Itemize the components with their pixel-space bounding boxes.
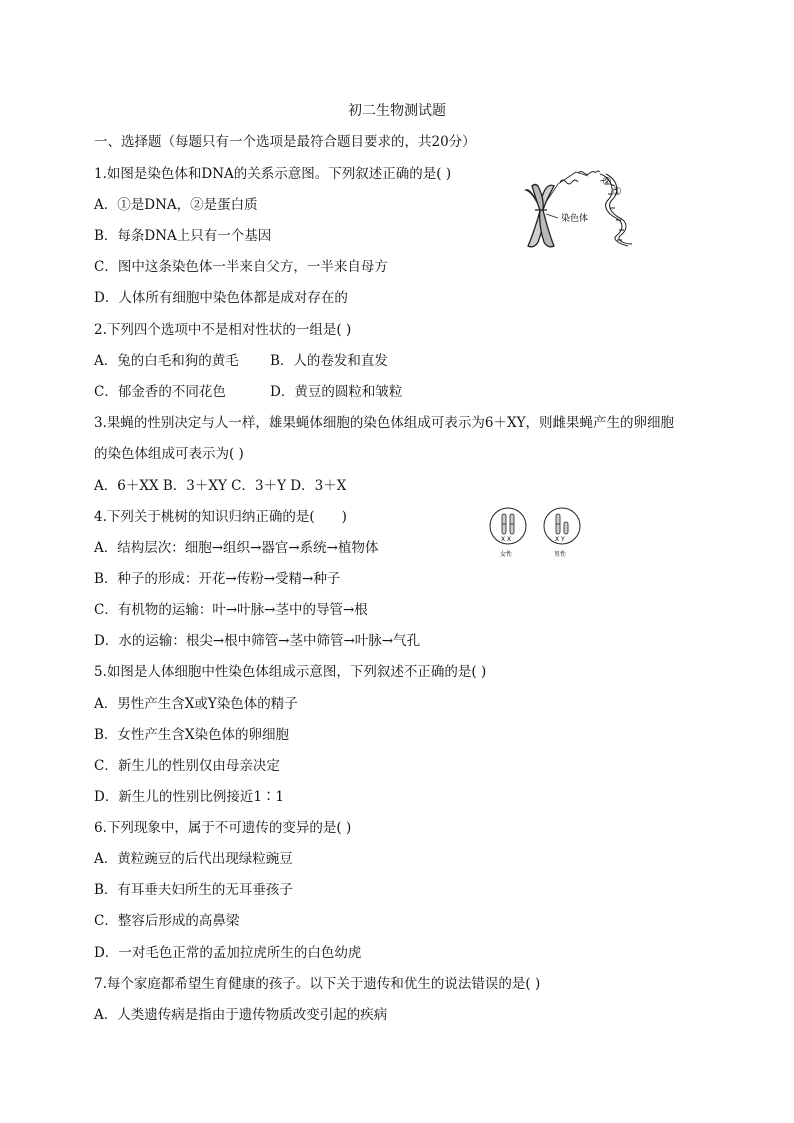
question-7-option-a: A．人类遗传病是指由于遗传物质改变引起的疾病	[94, 1007, 388, 1023]
question-3-stem-line-2: 的染色体组成可表示为( )	[94, 446, 244, 462]
question-5-option-b: B．女性产生含X染色体的卵细胞	[94, 727, 290, 743]
sex-chromosome-figure	[486, 506, 586, 566]
question-5-option-c: C．新生儿的性别仅由母亲决定	[94, 758, 280, 774]
question-5-stem: 5.如图是人体细胞中性染色体组成示意图，下列叙述不正确的是( )	[94, 664, 487, 680]
question-1-option-b: B．每条DNA上只有一个基因	[94, 228, 272, 244]
question-6-option-b: B．有耳垂夫妇所生的无耳垂孩子	[94, 882, 293, 898]
question-4-option-c: C．有机物的运输：叶→叶脉→茎中的导管→根	[94, 602, 368, 618]
chromosome-dna-figure	[516, 164, 646, 254]
question-1-option-c: C．图中这条染色体一半来自父方，一半来自母方	[94, 259, 388, 275]
question-2-row-1	[94, 351, 388, 371]
question-5-option-d: D．新生儿的性别比例接近1∶1	[94, 789, 285, 805]
female-label: 女性	[500, 551, 513, 558]
question-2-stem: 2.下列四个选项中不是相对性状的一组是( )	[94, 322, 352, 338]
question-3-stem-line-1: 3.果蝇的性别决定与人一样，雄果蝇体细胞的染色体组成可表示为6＋XY，则雌果蝇产生的卵细胞	[94, 415, 674, 431]
marker-1: ①	[612, 185, 622, 198]
question-2-option-a: A．兔的白毛和狗的黄毛	[94, 353, 239, 369]
question-7-stem: 7.每个家庭都希望生育健康的孩子。以下关于遗传和优生的说法错误的是( )	[94, 976, 541, 992]
male-label: 男性	[554, 551, 567, 558]
male-chromosome-label: X Y	[555, 536, 565, 543]
question-6-stem: 6.下列现象中，属于不可遗传的变异的是( )	[94, 820, 352, 836]
marker-2: ②	[602, 175, 612, 188]
question-6-option-d: D．一对毛色正常的孟加拉虎所生的白色幼虎	[94, 945, 362, 961]
question-3-options: A．6＋XX B．3＋XY C．3＋Y D．3＋X	[94, 478, 347, 494]
question-4-option-a: A．结构层次：细胞→组织→器官→系统→植物体	[94, 540, 379, 556]
section-heading: 一、选择题（每题只有一个选项是最符合题目要求的，共20分）	[94, 134, 476, 150]
question-2-row-2	[94, 382, 403, 402]
question-4-option-b: B．种子的形成：开花→传粉→受精→种子	[94, 571, 341, 587]
question-1-option-a: A．①是DNA，②是蛋白质	[94, 197, 258, 213]
question-5-option-a: A．男性产生含X或Y染色体的精子	[94, 696, 298, 712]
chromosome-label: 染色体	[561, 214, 589, 224]
question-2-option-b: B．人的卷发和直发	[270, 353, 388, 369]
question-6-option-a: A．黄粒豌豆的后代出现绿粒豌豆	[94, 851, 293, 867]
question-6-option-c: C．整容后形成的高鼻梁	[94, 913, 240, 929]
question-1-option-d: D．人体所有细胞中染色体都是成对存在的	[94, 290, 348, 306]
question-2-option-d: D．黄豆的圆粒和皱粒	[270, 384, 403, 400]
question-4-stem: 4.下列关于桃树的知识归纳正确的是( )	[94, 509, 347, 525]
question-1-stem: 1.如图是染色体和DNA的关系示意图。下列叙述正确的是( )	[94, 166, 452, 182]
female-chromosome-label: X X	[501, 536, 512, 543]
page-title: 初二生物测试题	[348, 103, 446, 119]
question-4-option-d: D．水的运输：根尖→根中筛管→茎中筛管→叶脉→气孔	[94, 633, 421, 649]
question-2-option-c: C．郁金香的不同花色	[94, 384, 226, 400]
